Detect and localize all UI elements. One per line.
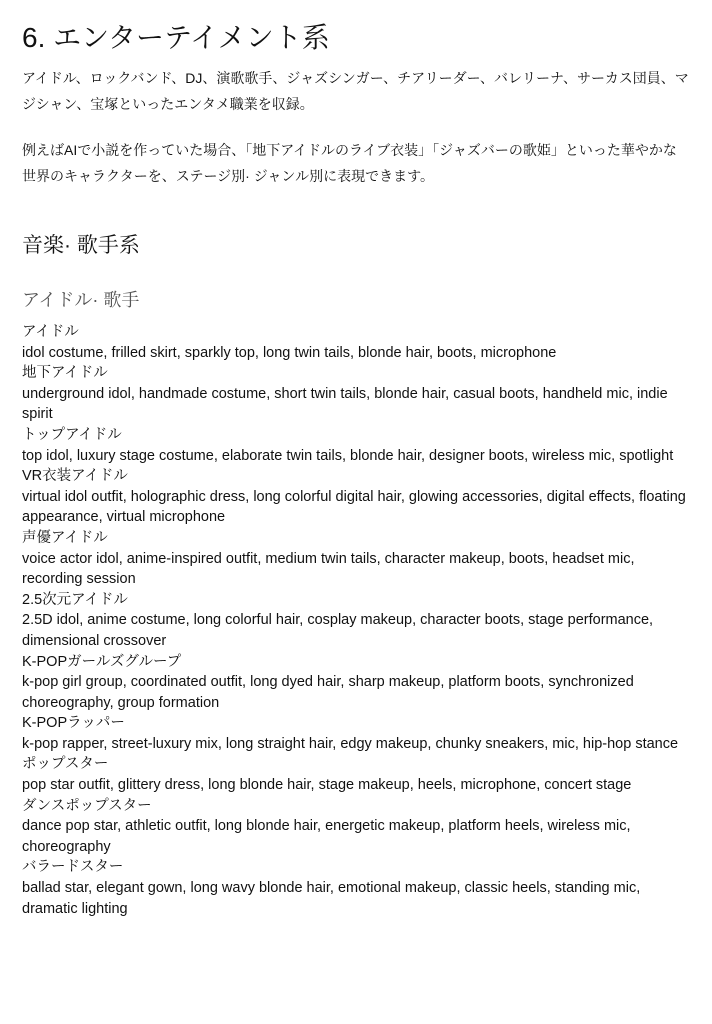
page-title: 6. エンターテイメント系 [22, 22, 330, 53]
list-item [22, 528, 690, 590]
item-label: アイドル [22, 324, 79, 340]
item-label: トップアイドル [22, 426, 122, 443]
item-prompt: idol costume, frilled skirt, sparkly top, long twin tails, blonde hair, boots, microphone [22, 344, 557, 361]
item-prompt: virtual idol outfit, holographic dress, long colorful digital hair, glowing accessories, digital effects, floating appearance, virtual microphone [22, 488, 686, 526]
list-item [22, 322, 690, 363]
item-label: ポップスター [22, 756, 109, 773]
item-label: K-POPラッパー [22, 715, 125, 732]
item-prompt: dance pop star, athletic outfit, long blonde hair, energetic makeup, platform heels, wireless mic, choreography [22, 818, 631, 855]
item-prompt: top idol, luxury stage costume, elaborate twin tails, blonde hair, designer boots, wireless mic, spotlight [22, 447, 674, 464]
list-item [22, 466, 690, 528]
item-label: バラードスター [22, 859, 124, 876]
item-prompt: 2.5D idol, anime costume, long colorful hair, cosplay makeup, character boots, stage performance, dimensional crossover [22, 612, 654, 649]
list-item [22, 590, 690, 652]
item-prompt: k-pop rapper, street-luxury mix, long straight hair, edgy makeup, chunky sneakers, mic, hip-hop stance [22, 735, 679, 752]
item-prompt: ballad star, elegant gown, long wavy blonde hair, emotional makeup, classic heels, standing mic, dramatic lighting [22, 880, 641, 917]
list-item [22, 754, 690, 795]
list-item [22, 713, 690, 754]
item-label: 2.5次元アイドル [22, 591, 128, 608]
list-item [22, 363, 690, 425]
list-item [22, 652, 690, 714]
section-heading: 音楽· 歌手系 [22, 234, 140, 257]
example-paragraph: 例えばAIで小説を作っていた場合、「地下アイドルのライブ衣装」「ジャズバーの歌姫」といった華やかな世界のキャラクターを、ステージ別· ジャンル別に表現できます。 [22, 142, 677, 184]
prompt-list [22, 322, 690, 919]
intro-paragraph: アイドル、ロックバンド、DJ、演歌歌手、ジャズシンガー、チアリーダー、バレリーナ、サーカス団員、マジシャン、宝塚といったエンタメ職業を収録。 [22, 70, 689, 112]
item-label: 地下アイドル [22, 365, 108, 382]
item-label: K-POPガールズグループ [22, 653, 182, 670]
item-prompt: pop star outfit, glittery dress, long blonde hair, stage makeup, heels, microphone, concert stage [22, 777, 632, 794]
item-label: 声優アイドル [22, 529, 108, 546]
list-item [22, 857, 690, 919]
list-item [22, 425, 690, 466]
item-prompt: k-pop girl group, coordinated outfit, long dyed hair, sharp makeup, platform boots, synchronized choreography, group formation [22, 674, 634, 711]
item-prompt: underground idol, handmade costume, short twin tails, blonde hair, casual boots, handheld mic, indie spirit [22, 385, 668, 423]
list-item [22, 796, 690, 858]
item-label: ダンスポップスター [22, 797, 152, 814]
subsection-heading: アイドル· 歌手 [22, 290, 140, 310]
item-prompt: voice actor idol, anime-inspired outfit, medium twin tails, character makeup, boots, headset mic, recording session [22, 550, 635, 588]
item-label: VR衣装アイドル [22, 468, 128, 485]
